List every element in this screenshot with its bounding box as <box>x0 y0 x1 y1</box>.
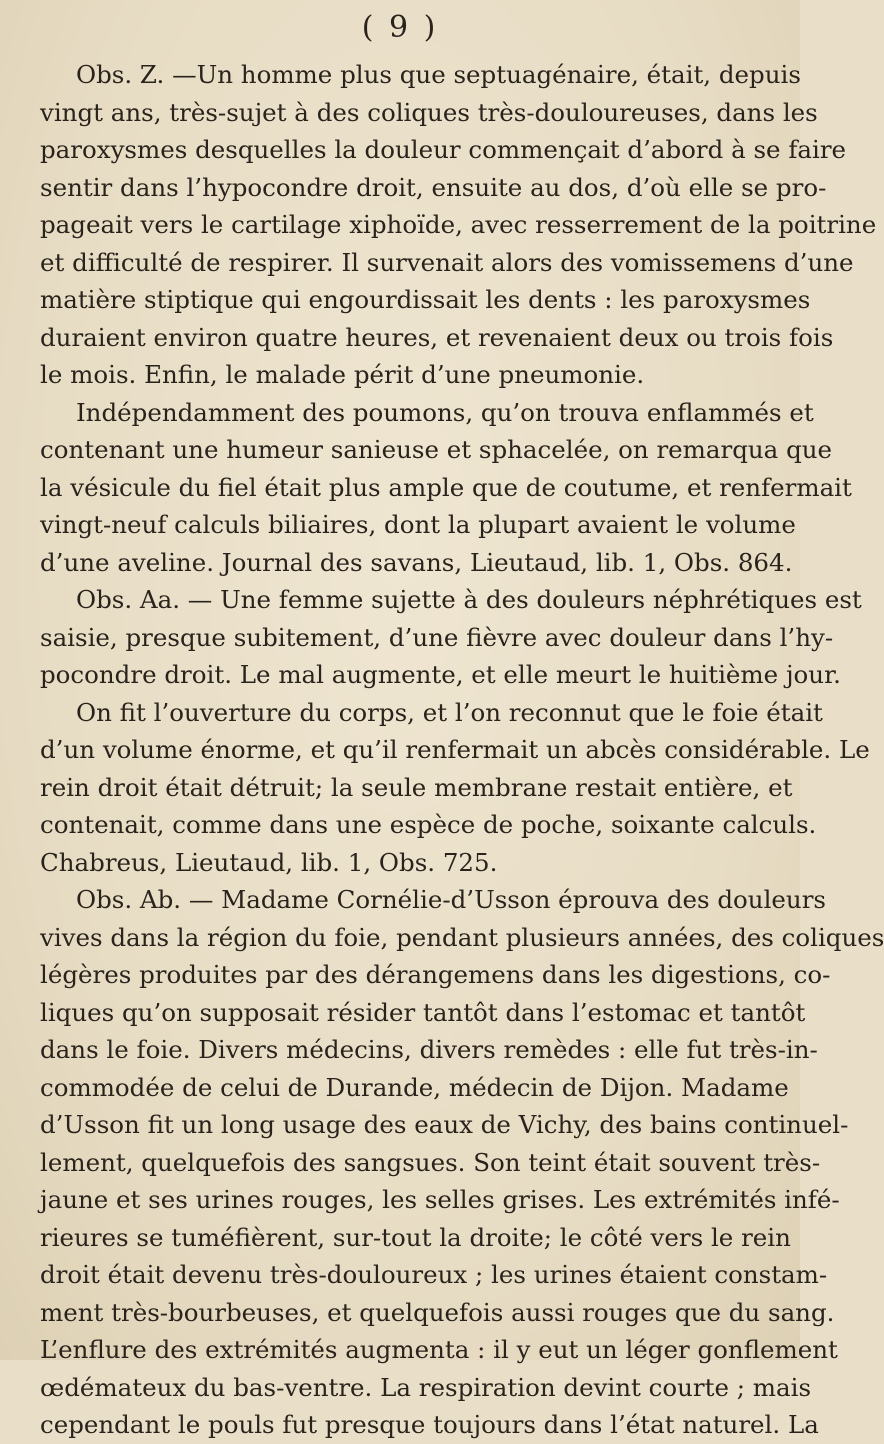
text-line: pocondre droit. Le mal augmente, et elle meurt le huitième jour. <box>40 660 841 689</box>
text-line: dans le foie. Divers médecins, divers remèdes : elle fut très-in- <box>40 1035 818 1064</box>
text-line: liques qu’on supposait résider tantôt dans l’estomac et tantôt <box>40 997 806 1027</box>
text-line: rein droit était détruit; la seule membrane restait entière, et <box>40 772 793 802</box>
text-line: contenait, comme dans une espèce de poche, soixante calculs. <box>40 810 817 839</box>
text-line: duraient environ quatre heures, et revenaient deux ou trois fois <box>40 322 834 352</box>
body-text <box>40 56 884 1444</box>
text-line: cependant le pouls fut presque toujours dans l’état naturel. La <box>40 1410 819 1439</box>
text-line: sentir dans l’hypocondre droit, ensuite au dos, d’où elle se pro- <box>40 172 827 202</box>
text-line: On fit l’ouverture du corps, et l’on reconnut que le foie était <box>76 697 823 727</box>
text-line: jaune et ses urines rouges, les selles grises. Les extrémités infé- <box>40 1185 840 1214</box>
text-line: ment très-bourbeuses, et quelquefois aussi rouges que du sang. <box>40 1297 835 1327</box>
text-line: d’une aveline. Journal des savans, Lieutaud, lib. 1, Obs. 864. <box>40 547 793 577</box>
text-line: légères produites par des dérangemens dans les digestions, co- <box>40 960 831 989</box>
text-line: d’un volume énorme, et qu’il renfermait un abcès considérable. Le <box>40 735 870 764</box>
text-line: œdémateux du bas-ventre. La respiration devint courte ; mais <box>40 1372 812 1402</box>
text-line: Obs. Z. —Un homme plus que septuagénaire, était, depuis <box>76 60 801 89</box>
text-line: vingt-neuf calculs biliaires, dont la plupart avaient le volume <box>40 510 796 539</box>
text-line: le mois. Enfin, le malade périt d’une pneumonie. <box>40 360 645 389</box>
text-line: commodée de celui de Durande, médecin de Dijon. Madame <box>40 1072 789 1102</box>
text-line: droit était devenu très-douloureux ; les urines étaient constam- <box>40 1260 828 1289</box>
text-line: Obs. Aa. — Une femme sujette à des douleurs néphrétiques est <box>76 585 862 614</box>
text-line: lement, quelquefois des sangsues. Son teint était souvent très- <box>40 1147 821 1177</box>
page-number: ( 9 ) <box>361 10 439 45</box>
text-line: la vésicule du fiel était plus ample que de coutume, et renfermait <box>40 472 852 502</box>
text-line: Indépendamment des poumons, qu’on trouva enflammés et <box>76 397 814 427</box>
text-line: d’Usson fit un long usage des eaux de Vichy, des bains continuel- <box>40 1110 849 1139</box>
text-line: contenant une humeur sanieuse et sphacelée, on remarqua que <box>40 435 833 464</box>
text-line: saisie, presque subitement, d’une fièvre avec douleur dans l’hy- <box>40 622 834 652</box>
text-line: rieures se tuméfièrent, sur-tout la droite; le côté vers le rein <box>40 1222 791 1252</box>
text-line: Obs. Ab. — Madame Cornélie-d’Usson éprouva des douleurs <box>76 885 826 914</box>
text-line: pageait vers le cartilage xiphoïde, avec resserrement de la poitrine <box>40 210 877 239</box>
text-line: L’enflure des extrémités augmenta : il y eut un léger gonflement <box>40 1335 838 1364</box>
text-line: vives dans la région du foie, pendant plusieurs années, des coliques <box>40 922 884 952</box>
text-line: paroxysmes desquelles la douleur commençait d’abord à se faire <box>40 135 847 164</box>
text-line: Chabreus, Lieutaud, lib. 1, Obs. 725. <box>40 847 498 877</box>
text-line: matière stiptique qui engourdissait les dents : les paroxysmes <box>40 285 811 314</box>
text-line: et difficulté de respirer. Il survenait alors des vomissemens d’une <box>40 247 854 277</box>
text-line: vingt ans, très-sujet à des coliques très-douloureuses, dans les <box>40 97 818 127</box>
